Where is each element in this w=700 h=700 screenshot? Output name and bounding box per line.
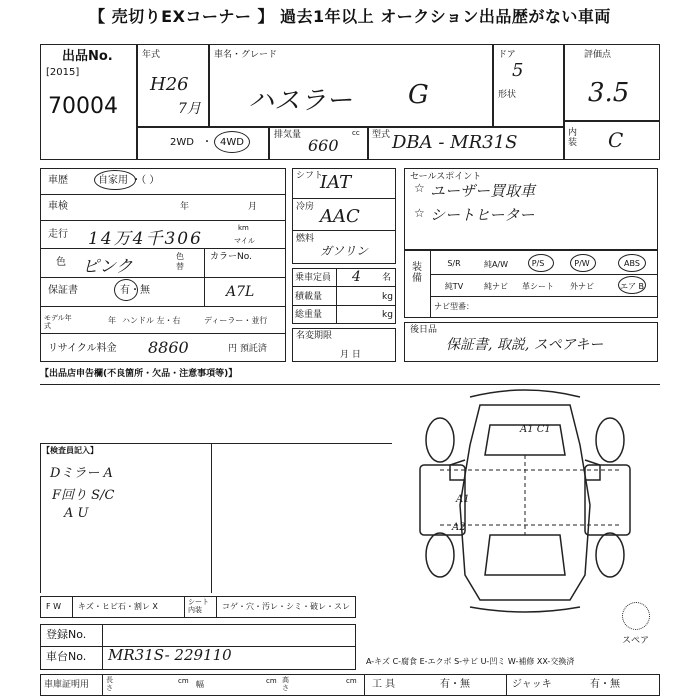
shift-label: シフト <box>296 171 324 181</box>
car-name-label: 車名・グレード <box>214 50 278 60</box>
model-value: DBA - MR31S <box>392 132 518 153</box>
spare-circle <box>622 602 650 630</box>
model-year-y: 年 <box>108 316 116 325</box>
passengers-unit: 名 <box>382 273 392 283</box>
fw-label: F W <box>46 602 62 611</box>
warranty-value: 有・無 <box>120 285 150 296</box>
selling-star-2: ☆ <box>414 206 425 220</box>
history-circle <box>94 170 136 190</box>
equipment-label: 装備 <box>412 262 422 284</box>
equip-airbag: エア B <box>619 282 645 291</box>
mileage-unit-mile: マイル <box>234 237 255 245</box>
warranty-label: 保証書 <box>48 285 78 296</box>
recycle-unit: 円 預託済 <box>228 344 267 354</box>
handle-label: ハンドル 左・右 <box>122 316 181 325</box>
inspector-line-1: Dミラー A <box>50 466 113 481</box>
car-grade-value: G <box>408 80 429 110</box>
accessories-label: 後日品 <box>410 325 438 335</box>
fuel-value: ガソリン <box>320 244 369 258</box>
interior-label: 内装 <box>568 128 578 148</box>
diagram-mark-1: A1 C1 <box>520 424 551 435</box>
shape-label: 形状 <box>498 90 517 100</box>
displacement-unit: cc <box>352 129 360 137</box>
interior-value: C <box>608 128 624 152</box>
jack-label: ジャッキ <box>512 679 552 690</box>
score-value: 3.5 <box>588 78 630 108</box>
color-value: ピンク <box>82 257 133 277</box>
score-label: 評価点 <box>584 50 612 60</box>
equip-pw: P/W <box>574 259 590 268</box>
lot-year-tag: [2015] <box>46 67 80 78</box>
car-name-value: ハスラー <box>248 86 353 116</box>
lot-label: 出品No. <box>62 49 113 64</box>
diagram-mark-2: A1 <box>456 494 470 505</box>
registration-label: 登録No. <box>46 628 87 641</box>
history-label: 車歴 <box>48 175 68 186</box>
equip-sr: S/R <box>447 259 461 268</box>
color-label: 色 <box>56 257 66 268</box>
dim-height-label: 高さ <box>282 676 289 692</box>
seat-options: コゲ・穴・汚レ・シミ・破レ・スレ <box>222 602 350 611</box>
color-change-label: 色替 <box>176 252 184 271</box>
model-label: 型式 <box>372 130 391 140</box>
passengers-label: 乗車定員 <box>295 273 332 283</box>
accessories-value: 保証書, 取説, スペアキー <box>446 337 604 353</box>
equip-ps-circle <box>528 254 554 272</box>
doors-value: 5 <box>512 60 524 81</box>
header-title: 【 売切りEXコーナー 】 過去1年以上 オークション出品歴がない車両 <box>89 7 611 26</box>
lot-number: 70004 <box>48 94 118 119</box>
navi-model-label: ナビ型番： <box>434 302 474 311</box>
load-unit: kg <box>382 292 393 302</box>
inspection-year: 年 <box>180 202 190 212</box>
gross-label: 総重量 <box>295 310 323 320</box>
color-no-label: カラーNo. <box>210 252 252 262</box>
color-no-value: A7L <box>226 284 255 300</box>
doors-label: ドア <box>498 50 516 60</box>
selling-points-label: セールスポイント <box>410 172 482 182</box>
history-value: 自家用 ・（ ） <box>98 175 160 186</box>
inspector-line-3: A U <box>64 506 89 521</box>
chassis-value: MR31S- 229110 <box>108 646 232 664</box>
equip-ext-navi: 外ナビ <box>570 282 594 291</box>
inspection-label: 車検 <box>48 201 68 212</box>
ac-label: 冷房 <box>296 202 315 212</box>
passengers-value: 4 <box>352 269 361 285</box>
inspection-month: 月 <box>248 202 258 212</box>
fw-options: キズ・ヒビ石・割レ X <box>78 602 158 611</box>
equip-pw-circle <box>570 254 596 272</box>
spare-label: スペア <box>622 636 650 646</box>
dealer-label: ディーラー・並行 <box>204 316 268 325</box>
diagram-mark-3: A2 <box>452 522 466 533</box>
drive-4wd-circle <box>214 131 250 153</box>
selling-point-1: ユーザー買取車 <box>430 182 536 200</box>
jack-value: 有・無 <box>590 679 620 690</box>
warranty-circle <box>114 279 138 301</box>
selling-point-2: シートヒーター <box>430 206 535 224</box>
year-era: H26 <box>150 74 189 95</box>
seat-label: シート内装 <box>188 598 209 614</box>
model-year-label: モデル年式 <box>44 314 72 330</box>
equip-leather: 革シート <box>522 282 554 291</box>
equip-navi: 純ナビ <box>484 282 508 291</box>
drive-2wd: 2WD <box>170 137 194 148</box>
dim-width-unit: cm <box>266 677 277 685</box>
tools-value: 有・無 <box>440 679 470 690</box>
fuel-label: 燃料 <box>296 234 315 244</box>
dim-length-unit: cm <box>178 677 189 685</box>
mileage-unit-km: km <box>238 224 249 232</box>
equip-airbag-circle <box>618 276 646 294</box>
dim-height-unit: cm <box>346 677 357 685</box>
mileage-label: 走行 <box>48 229 68 240</box>
year-label: 年式 <box>142 50 161 60</box>
mileage-value: 14万4千306 <box>88 229 203 249</box>
equip-aw: 純A/W <box>483 260 509 269</box>
equip-abs-circle <box>618 254 646 272</box>
inspector-line-2: F回り S/C <box>52 488 115 503</box>
dim-width-label: 幅 <box>196 680 204 689</box>
equip-tv: 純TV <box>444 282 464 291</box>
name-change-unit: 月 日 <box>340 350 361 360</box>
gross-unit: kg <box>382 310 393 320</box>
car-diagram <box>400 385 660 615</box>
equip-abs: ABS <box>624 259 640 268</box>
tools-label: 工 具 <box>372 679 396 690</box>
equip-ps: P/S <box>531 259 545 268</box>
selling-star-1: ☆ <box>414 181 425 195</box>
year-month: 7月 <box>178 101 201 117</box>
ac-value: AAC <box>320 206 360 227</box>
chassis-label: 車台No. <box>46 650 87 663</box>
name-change-label: 名変期限 <box>296 331 333 341</box>
legend: A-キズ C-腐食 E-エクボ S-サビ U-凹ミ W-補修 XX-交換済 <box>366 657 575 666</box>
load-label: 積載量 <box>295 292 323 302</box>
drive-4wd: 4WD <box>220 137 244 148</box>
cert-label: 車庫証明用 <box>44 680 90 690</box>
displacement-label: 排気量 <box>274 130 302 140</box>
displacement-value: 660 <box>308 136 339 155</box>
dim-length-label: 長さ <box>106 676 113 692</box>
shift-value: IAT <box>320 172 352 193</box>
recycle-value: 8860 <box>148 338 189 357</box>
inspector-label: 【検査員記入】 <box>42 446 98 455</box>
notes-label: 【出品店申告欄(不良箇所・欠品・注意事項等)】 <box>40 369 238 379</box>
recycle-label: リサイクル料金 <box>48 343 117 354</box>
